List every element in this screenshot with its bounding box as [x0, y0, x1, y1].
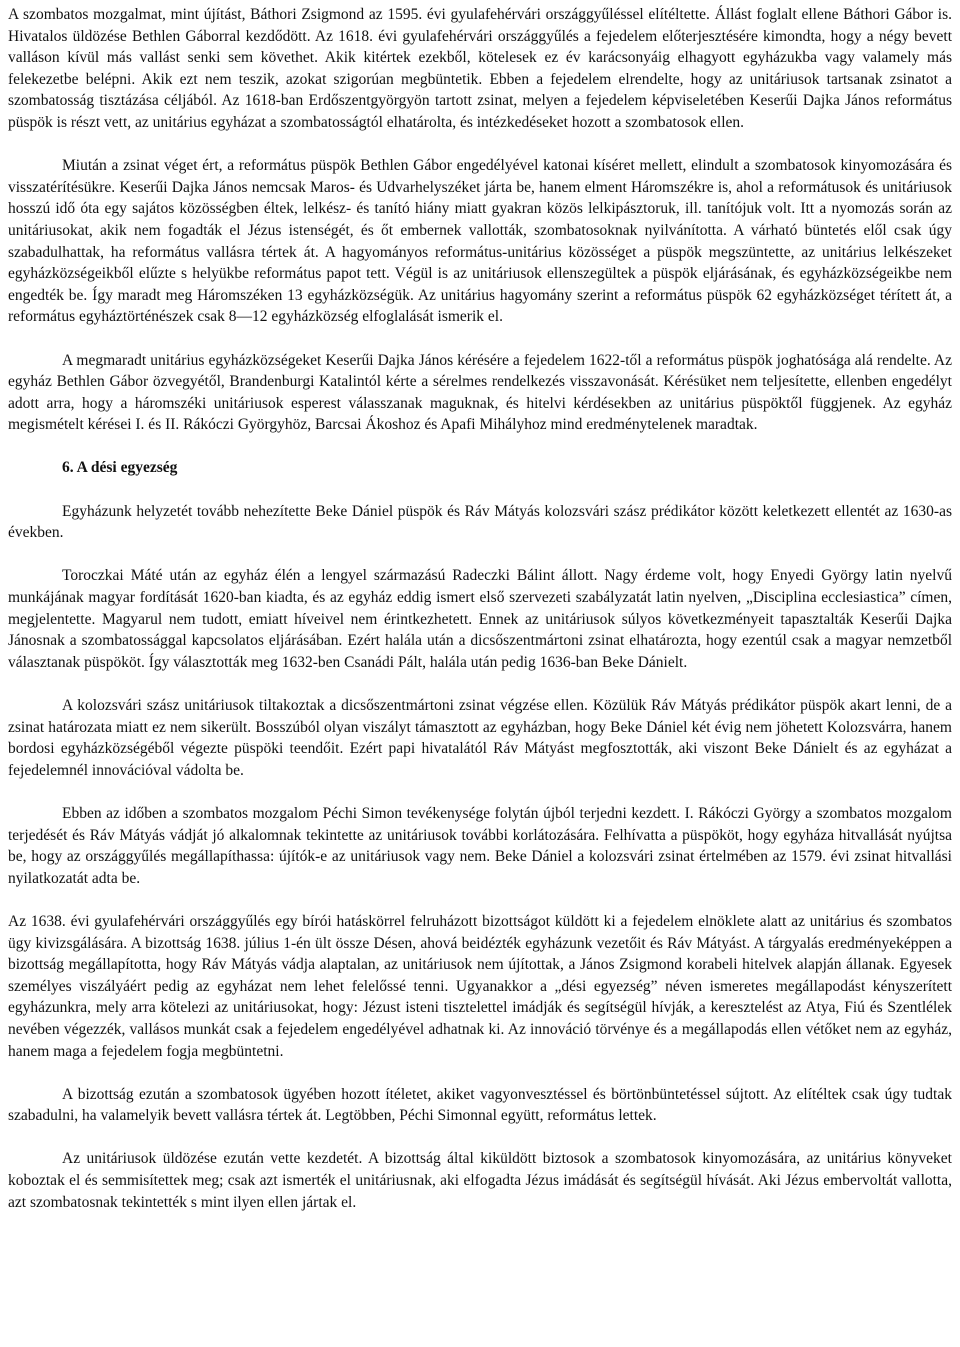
paragraph-toroczkai-mate: Toroczkai Máté után az egyház élén a lengyel származású Radeczki Bálint állott. Nagy érdeme volt, hogy Enyedi György latin nyelvű munkájának magyar fordítását 1620-ban kiadta, és az egyház eddig ismert első szervezeti szabályzatát latin nyelven, „Disciplina ecclesiastica” címen, megjelentette. Magyarul nem tudott, emiatt híveivel nem érintkezhetett. Ennek az unitáriusok súlyos következményeit tapasztalták Keserűi Dajka Jánosnak a szombatossággal kapcsolatos eljárásában. Ezért halála után a dicsőszentmártoni zsinat elhatározta, hogy ezentúl csak a magyar nemzetből választanak püspököt. Így választották meg 1632-ben Csanádi Pált, halála után pedig 1636-ban Beke Dánielt.: [8, 567, 952, 671]
paragraph-itelet: A bizottság ezután a szombatosok ügyében hozott ítéletet, akiket vagyonvesztéssel és börtönbüntetéssel sújtott. Az elítéltek csak úgy tudtak szabadulni, ha valamelyik bevett vallásra tértek át. Legtöbben, Péchi Simonnal együtt, református lettek.: [8, 1085, 952, 1125]
paragraph-kolozsvari-szaszok: A kolozsvári szász unitáriusok tiltakoztak a dicsőszentmártoni zsinat végzése ellen. Közülük Ráv Mátyás prédikátor püspök akart lenni, de a zsinat határozata miatt ez nem sikerült. Bosszúból olyan viszályt támasztott az egyházban, hogy Beke Dániel két évig nem jöhetett Kolozsvárra, hanem bordosi egyházközségéből végezte püspöki teendőit. Ezért papi hivatalától Ráv Mátyást megfosztották, aki viszont Beke Dánielt és az egyházat a fejedelemnél innovációval vádolta be.: [8, 697, 952, 779]
paragraph-megmaradt-egyhazkozsegek: A megmaradt unitárius egyházközségeket Keserűi Dajka János kérésére a fejedelem 1622-től a református püspök joghatósága alá rendelte. Az egyház Bethlen Gábor özvegyétől, Brandenburgi Katalintól kérte a sérelmes rendelkezés visszavonását. Kérésüket nem teljesítette, ellenben engedélyt adott arra, hogy a háromszéki unitáriusok esperest válasszanak maguknak, és hitelvi kérdésekben az unitárius püspöktől függjenek. Az egyház megismételt kérései I. és II. Rákóczi Györgyhöz, Barcsai Ákoshoz és Apafi Mihályhoz mind eredménytelenek maradtak.: [8, 351, 952, 434]
section-heading: 6. A dési egyezség: [62, 459, 178, 477]
paragraph-helyzet-nehezitese: Egyházunk helyzetét tovább nehezítette Beke Dániel püspök és Ráv Mátyás kolozsvári szász prédikátor között keletkezett ellentét az 1630-as években.: [8, 502, 952, 542]
paragraph-desi-egyezseg: Az 1638. évi gyulafehérvári országgyűlés egy bírói hatáskörrel felruházott bizottságot küldött ki a fejedelem elnöklete alatt az unitárius és szombatos ügy kivizsgálására. A bizottság 1638. július 1-én ült össze Désen, ahová beidézték egyházunk vezetőit és Ráv Mátyást. A tárgyalás eredményeképpen a bizottság megállapította, hogy Ráv Mátyás vádja alaptalan, az unitáriusok nem újítottak, a János Zsigmond korabeli hitelvek alapján állanak. Egyesek személyes viszályáért pedig az egyházat nem lehet felelőssé tenni. Ugyanakkor a „dési egyezség” néven ismeretes megállapodást kényszerített egyházunkra, mely arra kötelezi az unitáriusokat, hogy: Jézust isteni tisztelettel imádják és segítségül hívják, a keresztelést az Atya, Fiú és Szentlélek nevében végezzék, vallásos munkát csak a fejedelem engedélyével adhatnak ki. Az innováció törvénye és a megállapodás ellen vétőket nem az egyház, hanem maga a fejedelem fogja megbüntetni.: [8, 912, 952, 1060]
paragraph-zsinat-vege: Miután a zsinat véget ért, a református püspök Bethlen Gábor engedélyével katonai kíséret mellett, elindult a szombatosok kinyomozására és visszatérítésükre. Keserűi Dajka János nemcsak Maros- és Udvarhelyszéket járta be, hanem elment Háromszékre is, ahol a reformátusok és unitáriusok hosszú idő óta egy sajátos közösségben éltek, lelkész- és tanító hiány miatt gyakran közös lelkipásztoruk, ill. tanítójuk volt. Itt a nyomozás során az unitáriusokat, akik nem fogadták el Jézus istenségét, és őt embernek vallották, szombatosoknak nyilvánította. A várható büntetés elől csak úgy szabadulhattak, ha református vallásra tértek át. A hagyományos református-unitárius közösséget a püspök megszüntette, az unitárius lelkészeket egyházközségeikből elűzte s helyükbe református papot tett. Végül is az unitáriusok ellenszegültek a püspök eljárásának, és egyházközségeikbe nem engedték be. Így maradt meg Háromszéken 13 egyházközségük. Az unitárius hagyomány szerint a református püspök 62 egyházközséget térített át, a református egyháztörténészek csak 8—12 egyházközség elfoglalását ismerik el.: [8, 157, 952, 326]
paragraph-pechi-simon: Ebben az időben a szombatos mozgalom Péchi Simon tevékenysége folytán újból terjedni kezdett. I. Rákóczi György a szombatos mozgalom terjedését és Ráv Mátyás vádját jó alkalomnak tekintette az unitáriusok további korlátozására. Felhívatta a püspököt, hogy egyháza hitvallását nyújtsa be, hogy az országgyűlés megállapíthassa: újítók-e az unitáriusok vagy nem. Beke Dániel a kolozsvári zsinat értelmében az 1579. évi zsinat hitvallási nyilatkozatát adta be.: [8, 804, 952, 887]
paragraph-uldozes: Az unitáriusok üldözése ezután vette kezdetét. A bizottság által kiküldött biztosok a szombatosok kinyomozására, az unitárius könyveket koboztak el és semmisítettek meg; csak azt ismerték el unitáriusnak, aki elfogadta Jézus imádását és segítségül hívását. Aki Jézus embervoltát vallotta, azt szombatosnak tekintették s mint ilyen ellen jártak el.: [8, 1150, 952, 1211]
paragraph-szombatos-mozgalom: A szombatos mozgalmat, mint újítást, Báthori Zsigmond az 1595. évi gyulafehérvári országgyűléssel elítéltette. Állást foglalt ellene Báthori Gábor is. Hivatalos üldözése Bethlen Gáborral kezdődött. Az 1618. évi gyulafehérvári országgyűlés a fejedelem előterjesztésére kimondta, hogy a négy bevett valláson kívül más vallást senki sem követhet. Akik kitértek ezekből, kötelesek ez év karácsonyáig elhagyott egyházukba vagy valamely más felekezetbe belépni. Akik ezt nem teszik, azokat szigorúan megbüntetik. Ebben a fejedelem elrendelte, hogy az unitáriusok tartsanak zsinatot a szombatosság tisztázása céljából. Az 1618-ban Erdőszentgyörgyön tartott zsinat, melyen a fejedelem képviseletében Keserűi Dajka János református püspök is részt vett, az unitárius egyházat a szombatosságtól elhatárolta, és intézkedéseket hozott a szombatosok ellen.: [8, 6, 952, 131]
